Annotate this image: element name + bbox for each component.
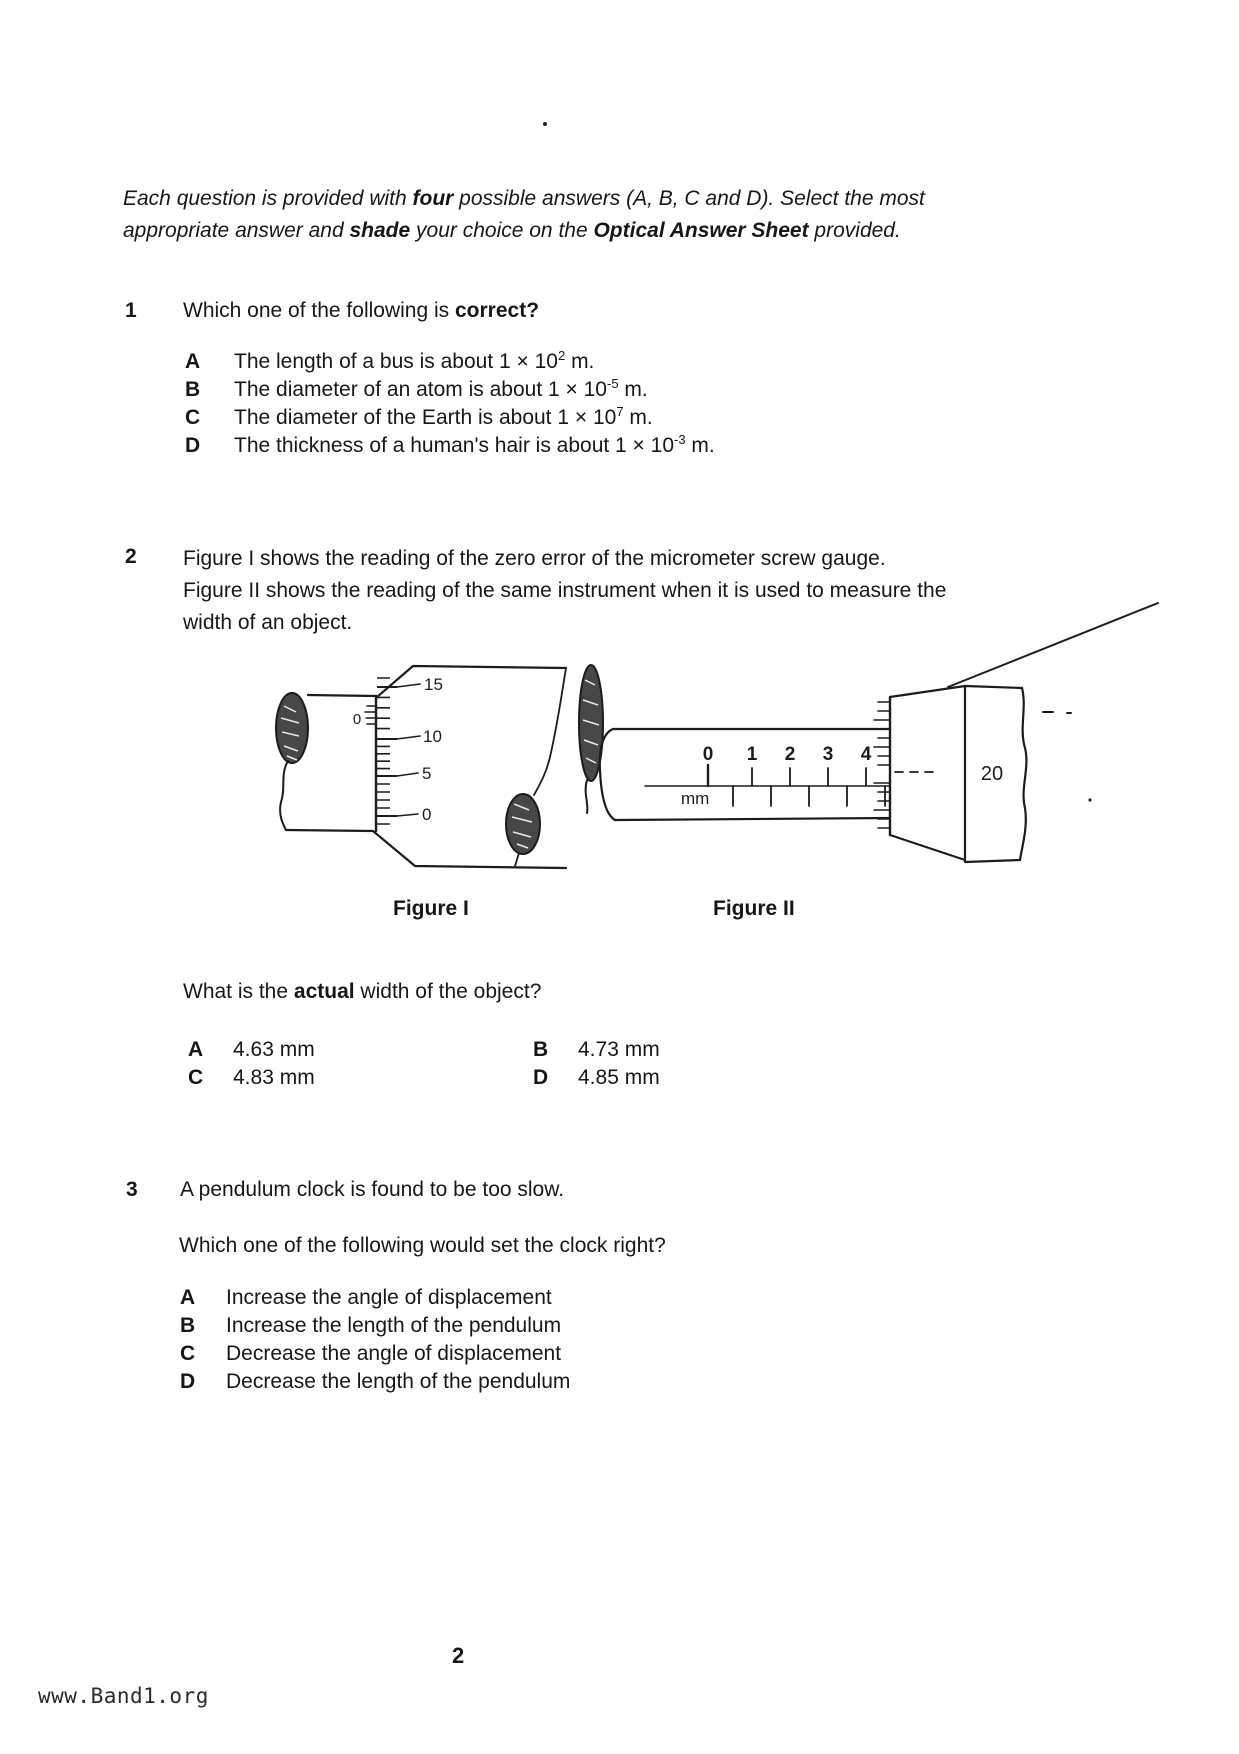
question-3-statement: A pendulum clock is found to be too slow. [180, 1178, 565, 1201]
main-scale-labels [703, 744, 872, 765]
main-scale-ticks [365, 706, 376, 724]
question-2-line: Figure I shows the reading of the zero error of the micrometer screw gauge. [183, 547, 886, 570]
option-letter: B [185, 378, 201, 401]
option-row-1a [185, 348, 715, 376]
answer-letter: D [533, 1066, 549, 1089]
answer-value: 4.83 mm [233, 1066, 315, 1089]
frame-section-blob [579, 665, 603, 813]
question-1-options [185, 348, 715, 460]
option-letter: C [180, 1342, 196, 1365]
option-row-3c [180, 1340, 570, 1368]
thimble-scale-ticks [377, 678, 397, 824]
option-text: Decrease the angle of displacement [226, 1342, 562, 1365]
question-2-line: width of an object. [183, 611, 353, 634]
question-1-number: 1 [125, 299, 137, 322]
thimble-label-0: 0 [422, 805, 432, 824]
question-2-line: Figure II shows the reading of the same instrument when it is used to measure the [183, 579, 947, 602]
answer-row-2c [188, 1064, 315, 1092]
option-text: The diameter of an atom is about $1 \times 10^{-5}$ m. [234, 376, 648, 401]
main-scale-label-4: 4 [860, 744, 872, 765]
option-text: Increase the length of the pendulum [226, 1314, 562, 1337]
thimble-label-5: 5 [422, 764, 432, 783]
question-3-options [180, 1284, 570, 1396]
question-3-prompt: Which one of the following would set the clock right? [179, 1234, 666, 1257]
option-letter: D [185, 434, 201, 457]
option-text: Decrease the length of the pendulum [226, 1370, 571, 1393]
exponent: -5 [606, 376, 619, 391]
exponent: 2 [557, 348, 566, 363]
main-scale-label-0: 0 [702, 744, 714, 765]
option-text: The thickness of a human's hair is about $1 \times 10^{-3}$ m. [234, 432, 715, 457]
thimble-value-label: 20 [980, 763, 1004, 785]
option-row-1b [185, 376, 715, 404]
answer-letter: A [188, 1038, 204, 1061]
figure-1-micrometer-drawing [270, 662, 570, 874]
option-row-1c [185, 404, 715, 432]
option-text: Increase the angle of displacement [226, 1286, 552, 1309]
frame-section-blob [276, 693, 308, 830]
thimble-label-15: 15 [424, 675, 443, 694]
watermark: www.Band1.org [38, 1684, 209, 1708]
scan-speck-dot [543, 122, 547, 126]
scan-marks [1043, 712, 1092, 802]
main-scale-label-1: 1 [746, 744, 758, 765]
question-2-prompt: What is the actual width of the object? [183, 980, 542, 1003]
exponent: -3 [674, 432, 686, 447]
figure-2-micrometer-drawing [575, 598, 1165, 876]
answer-value: 4.85 mm [578, 1066, 660, 1089]
option-letter: A [185, 350, 201, 373]
option-letter: B [180, 1314, 196, 1337]
figure-1-caption: Figure I [393, 897, 469, 920]
option-row-3a [180, 1284, 570, 1312]
option-text: The diameter of the Earth is about $1 \times 10^7$ m. [234, 404, 653, 429]
option-row-3b [180, 1312, 570, 1340]
answer-letter: B [533, 1038, 549, 1061]
option-letter: A [180, 1286, 196, 1309]
main-scale-label-2: 2 [784, 744, 796, 765]
page-number: 2 [452, 1643, 465, 1668]
answer-letter: C [188, 1066, 204, 1089]
thimble-cone [890, 686, 965, 860]
option-letter: C [185, 406, 201, 429]
unit-label-mm: mm [681, 789, 710, 808]
answer-row-2a [188, 1036, 315, 1064]
figure-2-caption: Figure II [713, 897, 795, 920]
option-row-3d [180, 1368, 570, 1396]
question-1-prompt: Which one of the following is correct? [183, 299, 540, 322]
option-text: The length of a bus is about $1 \times 10^2$ m. [234, 348, 595, 373]
question-3-number: 3 [126, 1178, 138, 1201]
frame-arm-line [948, 603, 1158, 687]
question-2-number: 2 [125, 545, 137, 568]
answer-value: 4.73 mm [578, 1038, 660, 1061]
main-scale-label-3: 3 [822, 744, 834, 765]
answer-row-2d [533, 1064, 660, 1092]
answer-row-2b [533, 1036, 660, 1064]
thimble-label-10: 10 [423, 727, 442, 746]
thimble-edge-ticks [874, 697, 890, 835]
option-row-1d [185, 432, 715, 460]
option-letter: D [180, 1370, 196, 1393]
exponent: 7 [616, 404, 624, 419]
thimble-scale-leaders [397, 675, 443, 824]
ratchet-section-blob [506, 794, 540, 854]
main-scale-zero-label: 0 [352, 711, 362, 728]
exam-instructions: Each question is provided with four possible answers (A, B, C and D). Select the most appropriate answer and shade your choice on the Optical Answer Sheet provided. [123, 187, 925, 242]
answer-value: 4.63 mm [233, 1038, 315, 1061]
